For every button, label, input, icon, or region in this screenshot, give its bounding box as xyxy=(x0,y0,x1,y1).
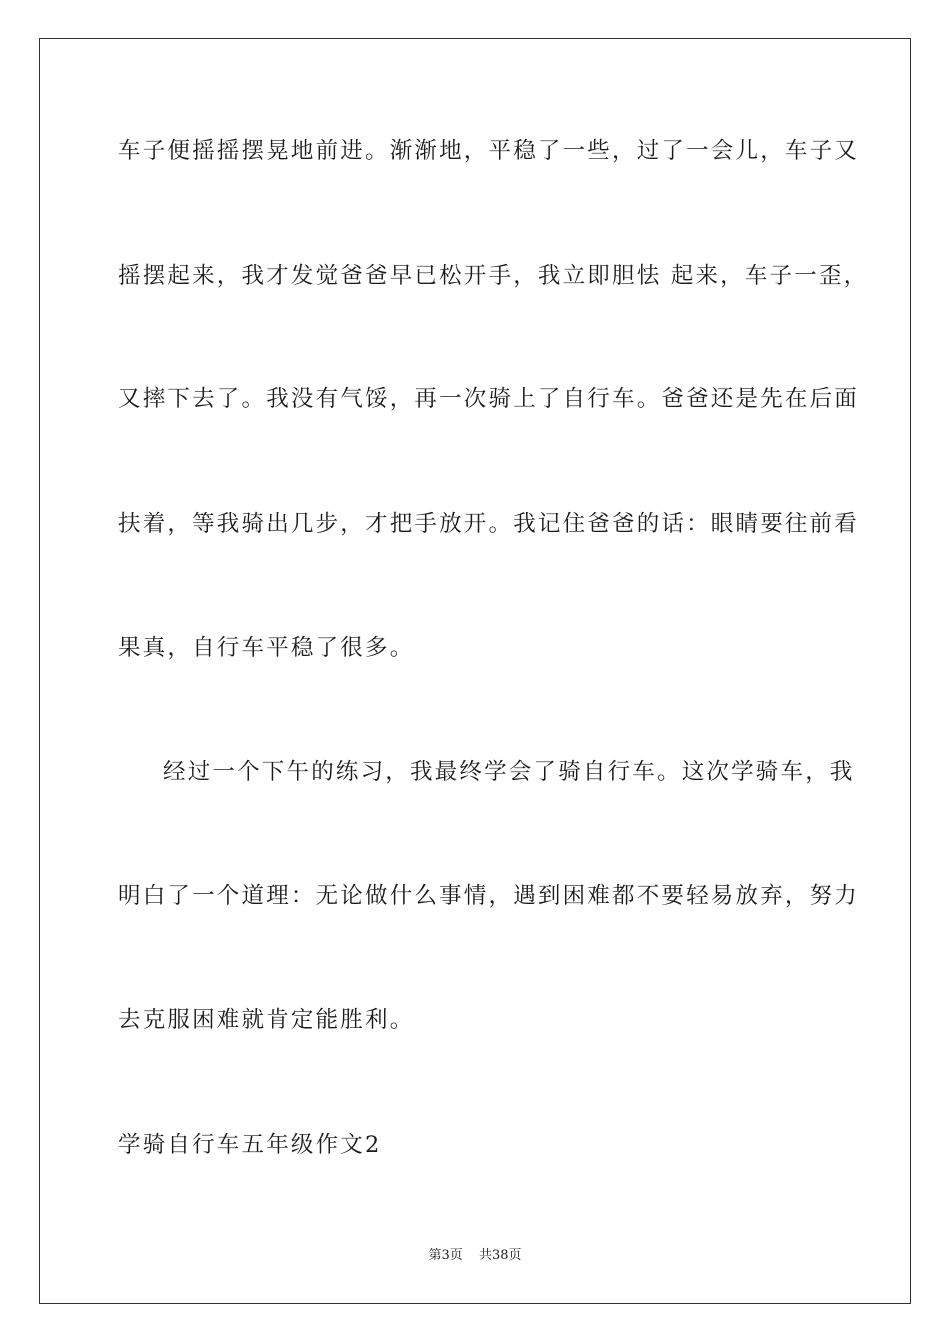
text-line-2: 摇摆起来，我才发觉爸爸早已松开手，我立即胆怯 起来，车子一歪， xyxy=(118,263,869,289)
text-line-8: 去克服困难就肯定能胜利。 xyxy=(118,1007,415,1033)
page-total: 共38页 xyxy=(478,1248,522,1263)
text-line-6: 经过一个下午的练习，我最终学会了骑自行车。这次学骑车，我 xyxy=(163,759,855,785)
text-line-1: 车子便摇摇摆晃地前进。渐渐地，平稳了一些，过了一会儿，车子又 xyxy=(118,138,860,164)
page-number: 第3页 xyxy=(428,1248,463,1263)
text-line-4: 扶着，等我骑出几步，才把手放开。我记住爸爸的话：眼睛要往前看 xyxy=(118,511,860,537)
page-footer xyxy=(0,1247,950,1265)
text-line-5: 果真，自行车平稳了很多。 xyxy=(118,635,415,661)
page-border xyxy=(39,38,911,1304)
text-line-7: 明白了一个道理：无论做什么事情，遇到困难都不要轻易放弃，努力 xyxy=(118,883,860,909)
text-line-3: 又摔下去了。我没有气馁，再一次骑上了自行车。爸爸还是先在后面 xyxy=(118,386,860,412)
section-heading: 学骑自行车五年级作文2 xyxy=(118,1132,382,1158)
